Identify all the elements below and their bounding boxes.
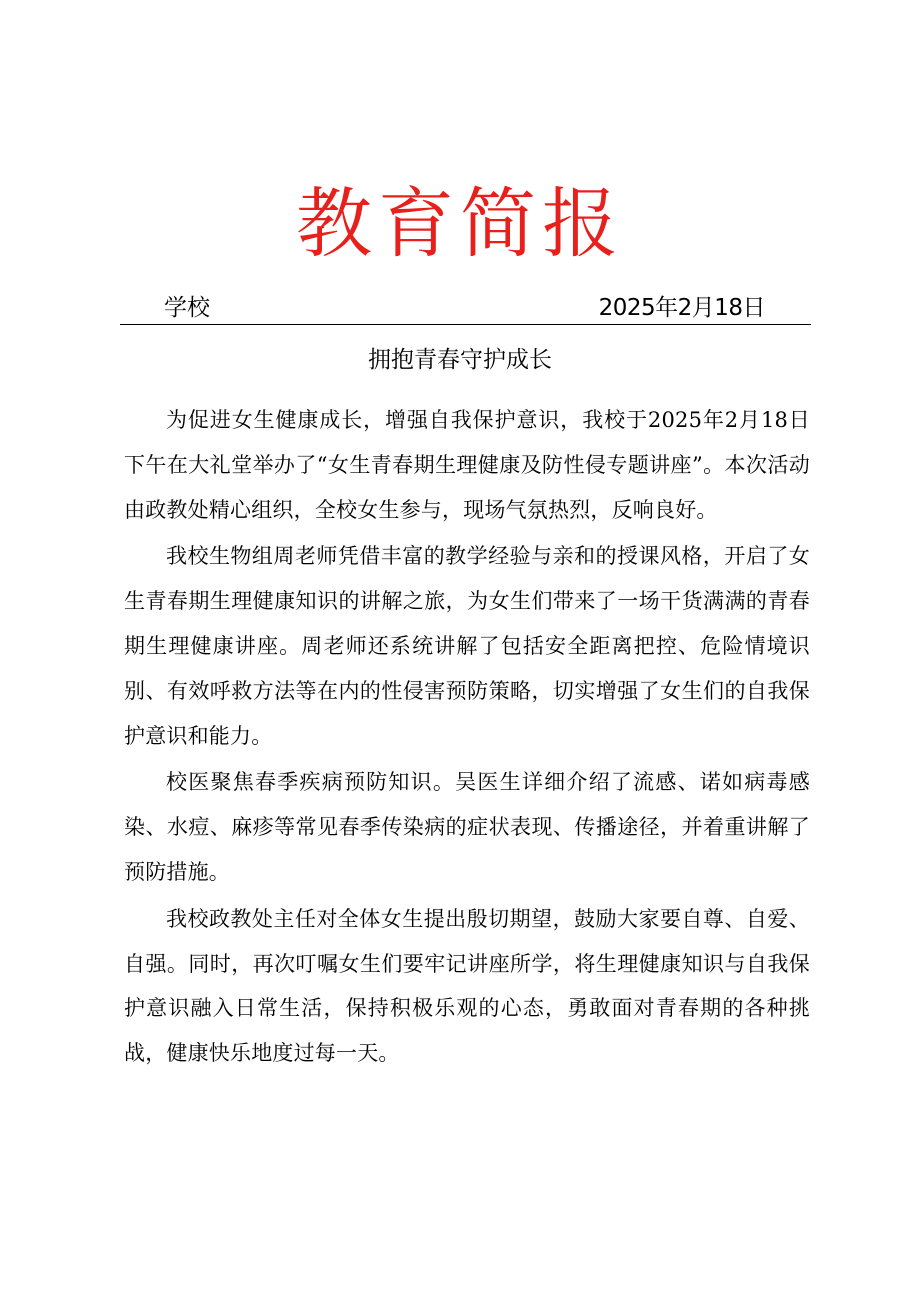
newsletter-masthead: 教育简报: [296, 179, 624, 268]
article-title: 拥抱青春守护成长: [368, 347, 552, 373]
paragraph: 我校生物组周老师凭借丰富的教学经验与亲和的授课风格，开启了女生青春期生理健康知识的讲解之旅，为女生们带来了一场干货满满的青春期生理健康讲座。周老师还系统讲解了包括安全距离把控、危险情境识别、有效呼救方法等在内的性侵害预防策略，切实增强了女生们的自我保护意识和能力。: [124, 544, 810, 748]
paragraph: 我校政教处主任对全体女生提出殷切期望，鼓励大家要自尊、自爱、自强。同时，再次叮嘱女生们要牢记讲座所学，将生理健康知识与自我保护意识融入日常生活，保持积极乐观的心态，勇敢面对青春期的各种挑战，健康快乐地度过每一天。: [124, 906, 810, 1066]
info-line: [120, 292, 811, 325]
paragraph: 校医聚焦春季疾病预防知识。吴医生详细介绍了流感、诺如病毒感染、水痘、麻疹等常见春季传染病的症状表现、传播途径，并着重讲解了预防措施。: [124, 770, 810, 884]
issue-date: 2025年2月18日: [598, 295, 765, 321]
article-body: [124, 398, 810, 1078]
school-label: 学校: [164, 295, 210, 321]
paragraph: 为促进女生健康成长，增强自我保护意识，我校于2025年2月18日下午在大礼堂举办了“女生青春期生理健康及防性侵专题讲座”。本次活动由政教处精心组织，全校女生参与，现场气氛热烈，反响良好。: [124, 408, 810, 522]
